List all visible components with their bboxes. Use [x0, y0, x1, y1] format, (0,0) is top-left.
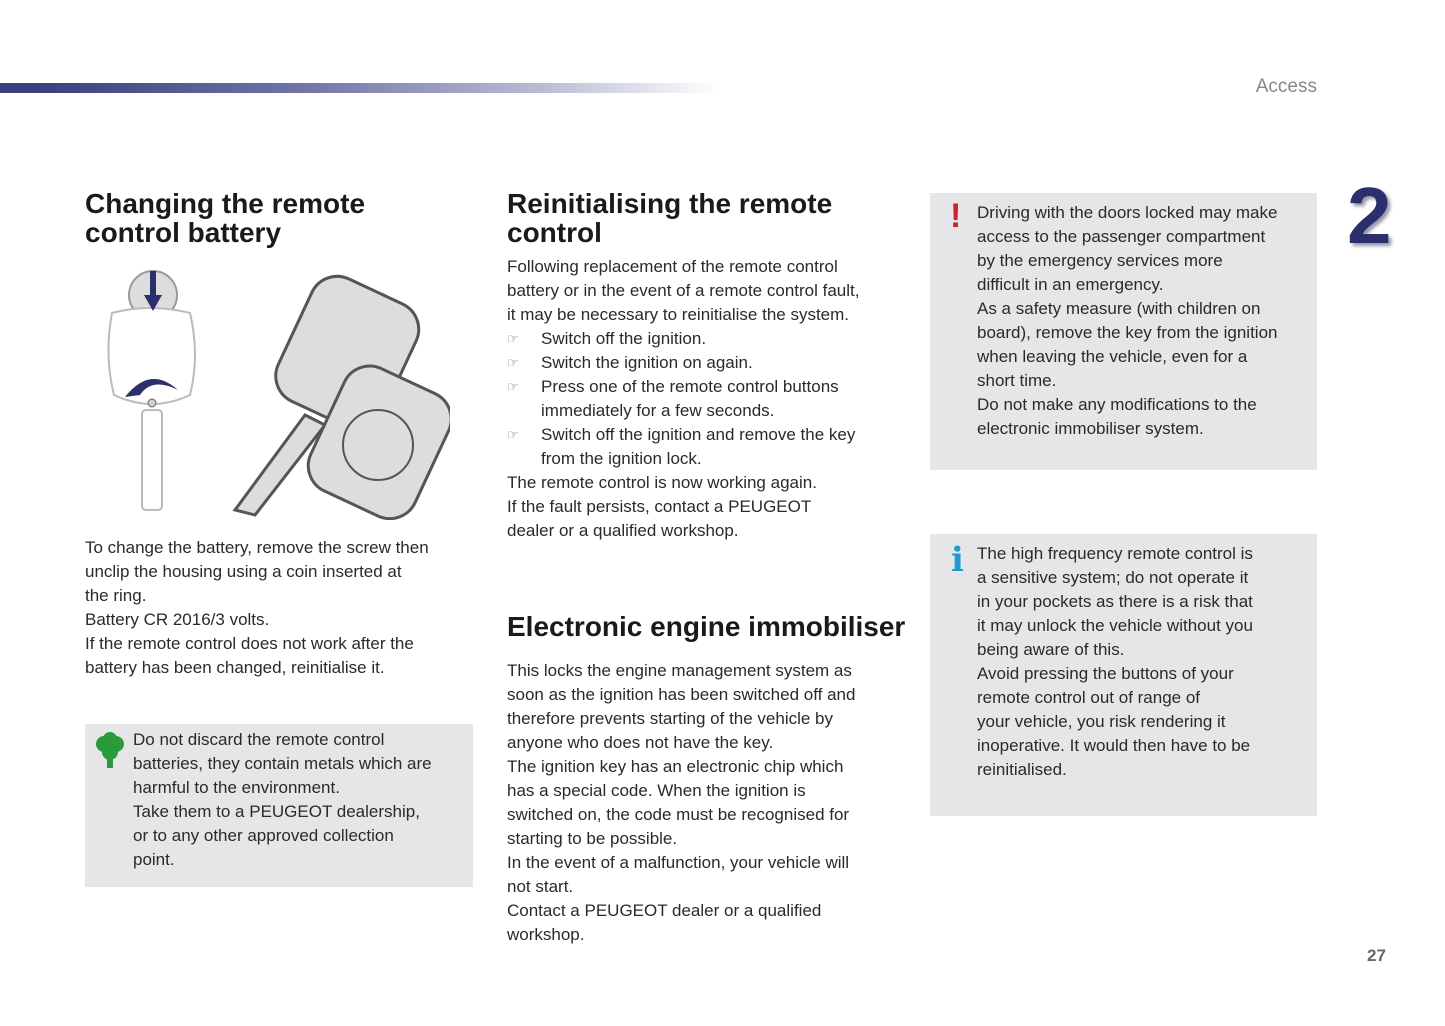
- text-line: electronic immobiliser system.: [977, 419, 1204, 438]
- step-line: [507, 375, 859, 399]
- immobiliser-text: [507, 659, 855, 947]
- heading-reinitialising: [507, 189, 832, 247]
- text-line: battery or in the event of a remote control fault,: [507, 281, 860, 300]
- warning-box: [930, 193, 1317, 470]
- text-line: it may be necessary to reinitialise the system.: [507, 305, 850, 324]
- text-line: batteries, they contain metals which are: [133, 754, 432, 773]
- text-line: As a safety measure (with children on: [977, 299, 1261, 318]
- pointing-hand-icon: ☞: [507, 331, 519, 346]
- warning-icon: !: [950, 197, 962, 235]
- text-line: harmful to the environment.: [133, 778, 340, 797]
- step-line: [507, 399, 859, 423]
- text-line: anyone who does not have the key.: [507, 733, 774, 752]
- text-line: Do not discard the remote control: [133, 730, 385, 749]
- text-line: your vehicle, you risk rendering it: [977, 712, 1226, 731]
- step-text: Switch off the ignition and remove the key: [541, 425, 856, 444]
- text-line: starting to be possible.: [507, 829, 678, 848]
- info-box: [930, 534, 1317, 816]
- eco-note-box: [85, 724, 473, 887]
- text-line: Contact a PEUGEOT dealer or a qualified: [507, 901, 822, 920]
- text-line: The ignition key has an electronic chip which: [507, 757, 844, 776]
- text-line: not start.: [507, 877, 574, 896]
- text-line: when leaving the vehicle, even for a: [977, 347, 1248, 366]
- text-line: being aware of this.: [977, 640, 1125, 659]
- page-number: 27: [1367, 946, 1386, 965]
- battery-instructions: [85, 536, 429, 680]
- text-line: Do not make any modifications to the: [977, 395, 1257, 414]
- info-text: [977, 542, 1253, 782]
- step-line: [507, 447, 859, 471]
- chapter-number: 2: [1347, 171, 1392, 260]
- pointing-hand-icon: ☞: [507, 427, 519, 442]
- text-line: unclip the housing using a coin inserted at: [85, 562, 402, 581]
- step-line: [507, 327, 859, 351]
- text-line: To change the battery, remove the screw then: [85, 538, 429, 557]
- text-line: it may unlock the vehicle without you: [977, 616, 1253, 635]
- text-line: workshop.: [507, 925, 585, 944]
- heading-line: control battery: [85, 217, 282, 248]
- text-line: difficult in an emergency.: [977, 275, 1164, 294]
- text-line: board), remove the key from the ignition: [977, 323, 1278, 342]
- reinit-steps: [507, 327, 859, 471]
- text-line: Following replacement of the remote control: [507, 257, 838, 276]
- reinit-intro: [507, 255, 859, 327]
- text-line: the ring.: [85, 586, 147, 605]
- heading-line: Reinitialising the remote: [507, 188, 833, 219]
- section-label: Access: [1255, 76, 1317, 97]
- text-line: soon as the ignition has been switched off and: [507, 685, 856, 704]
- step-text: immediately for a few seconds.: [541, 401, 775, 420]
- warning-text: [977, 201, 1277, 441]
- text-line: dealer or a qualified workshop.: [507, 521, 739, 540]
- text-line: access to the passenger compartment: [977, 227, 1266, 246]
- header-gradient-bar: [0, 83, 720, 93]
- text-line: therefore prevents starting of the vehicle by: [507, 709, 834, 728]
- step-line: [507, 351, 859, 375]
- heading-line: control: [507, 217, 602, 248]
- text-line: has a special code. When the ignition is: [507, 781, 806, 800]
- pointing-hand-icon: ☞: [507, 355, 519, 370]
- text-line: remote control out of range of: [977, 688, 1201, 707]
- text-line: short time.: [977, 371, 1057, 390]
- heading-immobiliser: Electronic engine immobiliser: [507, 611, 906, 642]
- text-line: In the event of a malfunction, your vehicle will: [507, 853, 850, 872]
- text-line: reinitialised.: [977, 760, 1067, 779]
- text-line: battery has been changed, reinitialise it.: [85, 658, 385, 677]
- tree-icon: [95, 732, 125, 770]
- step-text: Switch off the ignition.: [541, 329, 707, 348]
- text-line: point.: [133, 850, 175, 869]
- eco-note-text: [133, 728, 432, 872]
- text-line: in your pockets as there is a risk that: [977, 592, 1253, 611]
- text-line: The high frequency remote control is: [977, 544, 1253, 563]
- reinit-outro: [507, 471, 859, 543]
- reinit-text: [507, 255, 859, 543]
- heading-changing-battery: [85, 189, 365, 247]
- step-line: [507, 423, 859, 447]
- text-line: If the remote control does not work after the: [85, 634, 414, 653]
- heading-line: Changing the remote: [85, 188, 366, 219]
- text-line: inoperative. It would then have to be: [977, 736, 1251, 755]
- text-line: switched on, the code must be recognised for: [507, 805, 850, 824]
- text-line: The remote control is now working again.: [507, 473, 817, 492]
- step-text: from the ignition lock.: [541, 449, 702, 468]
- text-line: or to any other approved collection: [133, 826, 394, 845]
- info-icon: i: [951, 540, 964, 580]
- text-line: Take them to a PEUGEOT dealership,: [133, 802, 420, 821]
- key-battery-illustration: [100, 265, 450, 520]
- text-line: a sensitive system; do not operate it: [977, 568, 1249, 587]
- step-text: Press one of the remote control buttons: [541, 377, 839, 396]
- text-line: If the fault persists, contact a PEUGEOT: [507, 497, 812, 516]
- text-line: by the emergency services more: [977, 251, 1223, 270]
- text-line: Driving with the doors locked may make: [977, 203, 1278, 222]
- pointing-hand-icon: ☞: [507, 379, 519, 394]
- text-line: Avoid pressing the buttons of your: [977, 664, 1234, 683]
- text-line: Battery CR 2016/3 volts.: [85, 610, 270, 629]
- text-line: This locks the engine management system as: [507, 661, 852, 680]
- step-text: Switch the ignition on again.: [541, 353, 753, 372]
